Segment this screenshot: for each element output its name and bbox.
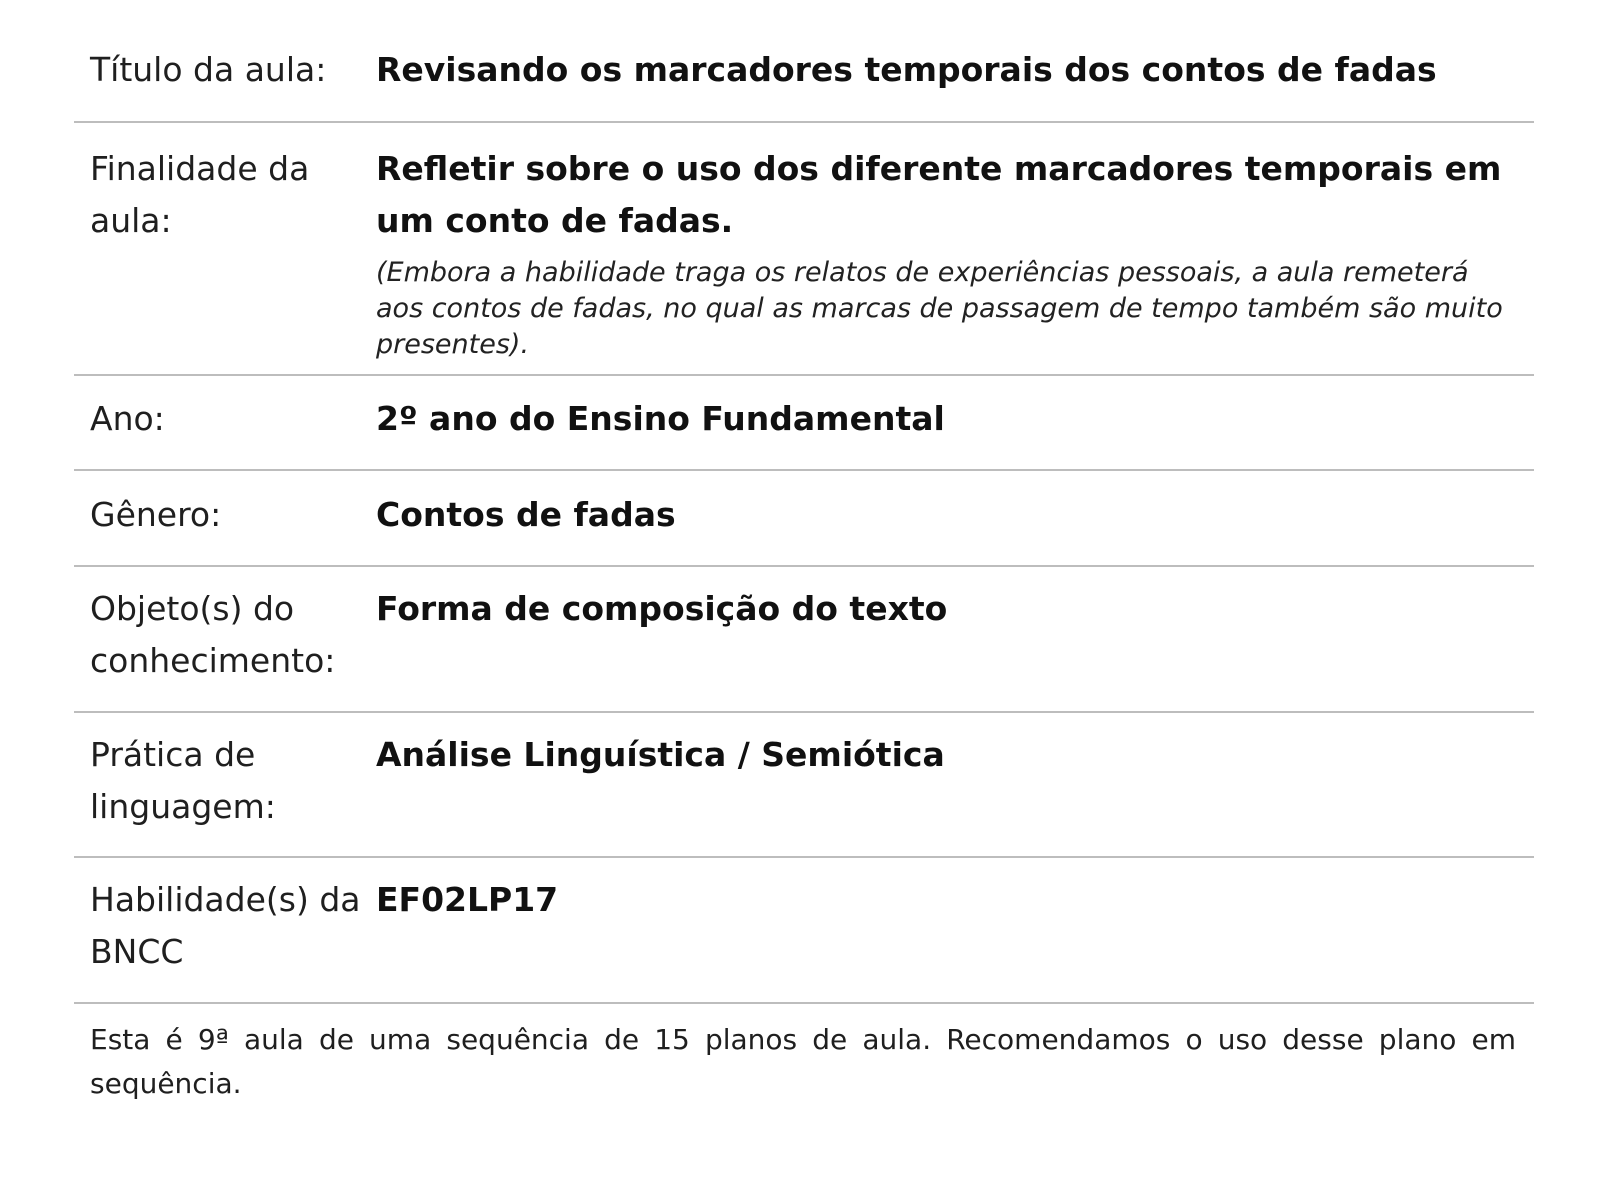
row-value: Forma de composição do texto [376, 589, 948, 628]
row-label: Objeto(s) do conhecimento: [90, 589, 336, 680]
sequence-note: Esta é 9ª aula de uma sequência de 15 planos de aula. Recomendamos o uso desse plano em sequência. [90, 1023, 1516, 1100]
row-label: Finalidade da aula: [90, 149, 310, 240]
row-label: Gênero: [90, 495, 222, 534]
row-label: Prática de linguagem: [90, 735, 276, 826]
row-value: Revisando os marcadores temporais dos contos de fadas [376, 50, 1437, 89]
row-lesson-title [74, 22, 1534, 123]
row-bncc-skills [74, 858, 1534, 1004]
row-knowledge-objects [74, 567, 1534, 713]
row-value: EF02LP17 [376, 880, 559, 919]
row-label: Habilidade(s) da BNCC [90, 880, 361, 971]
row-language-practice [74, 713, 1534, 858]
row-label: Ano: [90, 399, 165, 438]
row-year [74, 376, 1534, 471]
row-value: Análise Linguística / Semiótica [376, 735, 945, 774]
lesson-plan-table [74, 22, 1534, 1106]
row-value: 2º ano do Ensino Fundamental [376, 399, 945, 438]
row-label: Título da aula: [90, 50, 327, 89]
row-genre [74, 471, 1534, 567]
row-lesson-purpose [74, 123, 1534, 376]
row-value: Refletir sobre o uso dos diferente marcadores temporais em um conto de fadas. [376, 149, 1502, 240]
row-note: (Embora a habilidade traga os relatos de experiências pessoais, a aula remeterá aos contos de fadas, no qual as marcas de passagem de tempo também são muito presentes). [376, 257, 1503, 360]
row-value: Contos de fadas [376, 495, 676, 534]
